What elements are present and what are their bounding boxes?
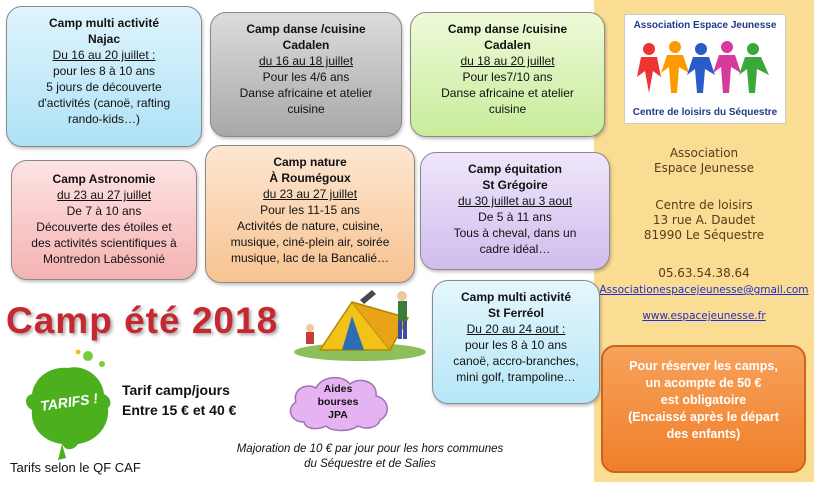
card-dates: du 16 au 18 juillet [258, 54, 354, 68]
card-place: Cadalen [484, 38, 531, 52]
card-line: d'activités (canoë, rafting [37, 96, 171, 110]
reserve-line: des enfants) [666, 427, 741, 441]
contact-org [594, 146, 814, 176]
children-figures-icon [635, 37, 777, 99]
aides-line: Aides [323, 383, 353, 395]
logo-subtitle: Centre de loisirs du Séquestre [632, 107, 778, 118]
tarifs-badge [18, 346, 118, 466]
page-title: Camp été 2018 [6, 300, 279, 341]
tarifs-badge-label: TARIFS ! [39, 390, 99, 414]
card-title: Camp multi activité [460, 290, 572, 304]
card-dates: du 23 au 27 juillet [56, 188, 152, 202]
card-line: Découverte des étoiles et [36, 220, 172, 234]
card-place: Najac [87, 32, 121, 46]
card-place: St Grégoire [482, 178, 548, 192]
card-line: cuisine [488, 102, 527, 116]
address-line: 13 rue A. Daudet [652, 213, 756, 227]
card-line: Montredon Labéssonié [42, 252, 166, 266]
card-dates: du 18 au 20 juillet [460, 54, 555, 68]
card-line: De 7 à 10 ans [66, 204, 142, 218]
card-line: De 5 à 11 ans [478, 210, 552, 224]
card-line: Pour les7/10 ans [462, 70, 553, 84]
card-line: Pour les 11-15 ans [260, 203, 360, 217]
card-line: Activités de nature, cuisine, [236, 219, 384, 233]
tarif-info [122, 380, 236, 420]
camp-card-astronomie [11, 160, 197, 280]
logo-title: Association Espace Jeunesse [633, 20, 777, 31]
majoration-line: du Séquestre et de Salies [304, 458, 436, 470]
camping-tent-illustration [290, 282, 430, 362]
address-line: Centre de loisirs [655, 198, 753, 212]
majoration-line: Majoration de 10 € par jour pour les hors communes [236, 443, 504, 455]
card-title: Camp équitation [467, 162, 562, 176]
card-line: rando-kids…) [67, 112, 141, 126]
contact-address [594, 198, 814, 243]
card-line: mini golf, trampoline… [456, 370, 576, 384]
card-line: Danse africaine et atelier [239, 86, 373, 100]
contact-phone: 05.63.54.38.64 [658, 266, 750, 280]
address-line: 81990 Le Séquestre [643, 228, 765, 242]
aides-cloud [282, 370, 394, 432]
card-place: Cadalen [282, 38, 330, 52]
camp-card-multi-najac [6, 6, 202, 147]
card-dates: du 30 juillet au 3 aout [457, 194, 573, 208]
card-dates: du 23 au 27 juillet [262, 187, 358, 201]
association-logo [624, 14, 786, 124]
contact-web-link[interactable]: www.espacejeunesse.fr [642, 310, 766, 322]
contact-email-link[interactable]: Associationespacejeunesse@gmail.com [599, 284, 809, 296]
reserve-line: un acompte de 50 € [645, 376, 762, 390]
camp-card-danse-7-10 [410, 12, 605, 137]
aides-line: bourses [317, 396, 359, 408]
card-line: 5 jours de découverte [46, 80, 162, 94]
org-line: Association [669, 146, 739, 160]
card-title: Camp nature [273, 155, 347, 169]
tarif-qf-note: Tarifs selon le QF CAF [10, 460, 141, 475]
card-title: Camp Astronomie [52, 172, 156, 186]
card-line: Danse africaine et atelier [441, 86, 574, 100]
card-line: cuisine [287, 102, 325, 116]
card-dates: Du 20 au 24 aout : [466, 322, 566, 336]
card-title: Camp danse /cuisine [447, 22, 568, 36]
card-line: Pour les 4/6 ans [262, 70, 350, 84]
reserve-line: (Encaissé après le départ [628, 410, 779, 424]
tarif-line: Tarif camp/jours [122, 382, 230, 398]
camp-card-equitation [420, 152, 610, 270]
aides-text [282, 383, 394, 422]
card-line: cadre idéal… [479, 242, 551, 256]
card-dates: Du 16 au 20 juillet : [52, 48, 156, 62]
contact-web-wrap [594, 308, 814, 324]
contact-email-wrap [594, 282, 814, 298]
card-line: des activités scientifiques à [31, 236, 177, 250]
card-line: canoë, accro-branches, [453, 354, 579, 368]
reserve-line: Pour réserver les camps, [629, 359, 778, 373]
card-title: Camp multi activité [48, 16, 160, 30]
card-place: À Roumégoux [269, 171, 351, 185]
reserve-line: est obligatoire [660, 393, 747, 407]
reservation-notice [601, 345, 806, 473]
tarif-line: Entre 15 € et 40 € [122, 402, 237, 418]
camp-card-nature [205, 145, 415, 283]
card-line: musique, ciné-plein air, soirée [230, 235, 390, 249]
card-line: pour les 8 à 10 ans [464, 338, 568, 352]
camp-card-danse-4-6 [210, 12, 402, 137]
majoration-note [200, 442, 540, 472]
camp-card-multi-ferreol [432, 280, 600, 404]
aides-line: JPA [328, 409, 348, 421]
card-title: Camp danse /cuisine [246, 22, 366, 36]
card-place: St Ferréol [487, 306, 544, 320]
card-line: pour les 8 à 10 ans [52, 64, 156, 78]
card-line: musique, lac de la Bancalié… [230, 251, 390, 265]
org-line: Espace Jeunesse [653, 161, 754, 175]
card-line: Tous à cheval, dans un [453, 226, 577, 240]
